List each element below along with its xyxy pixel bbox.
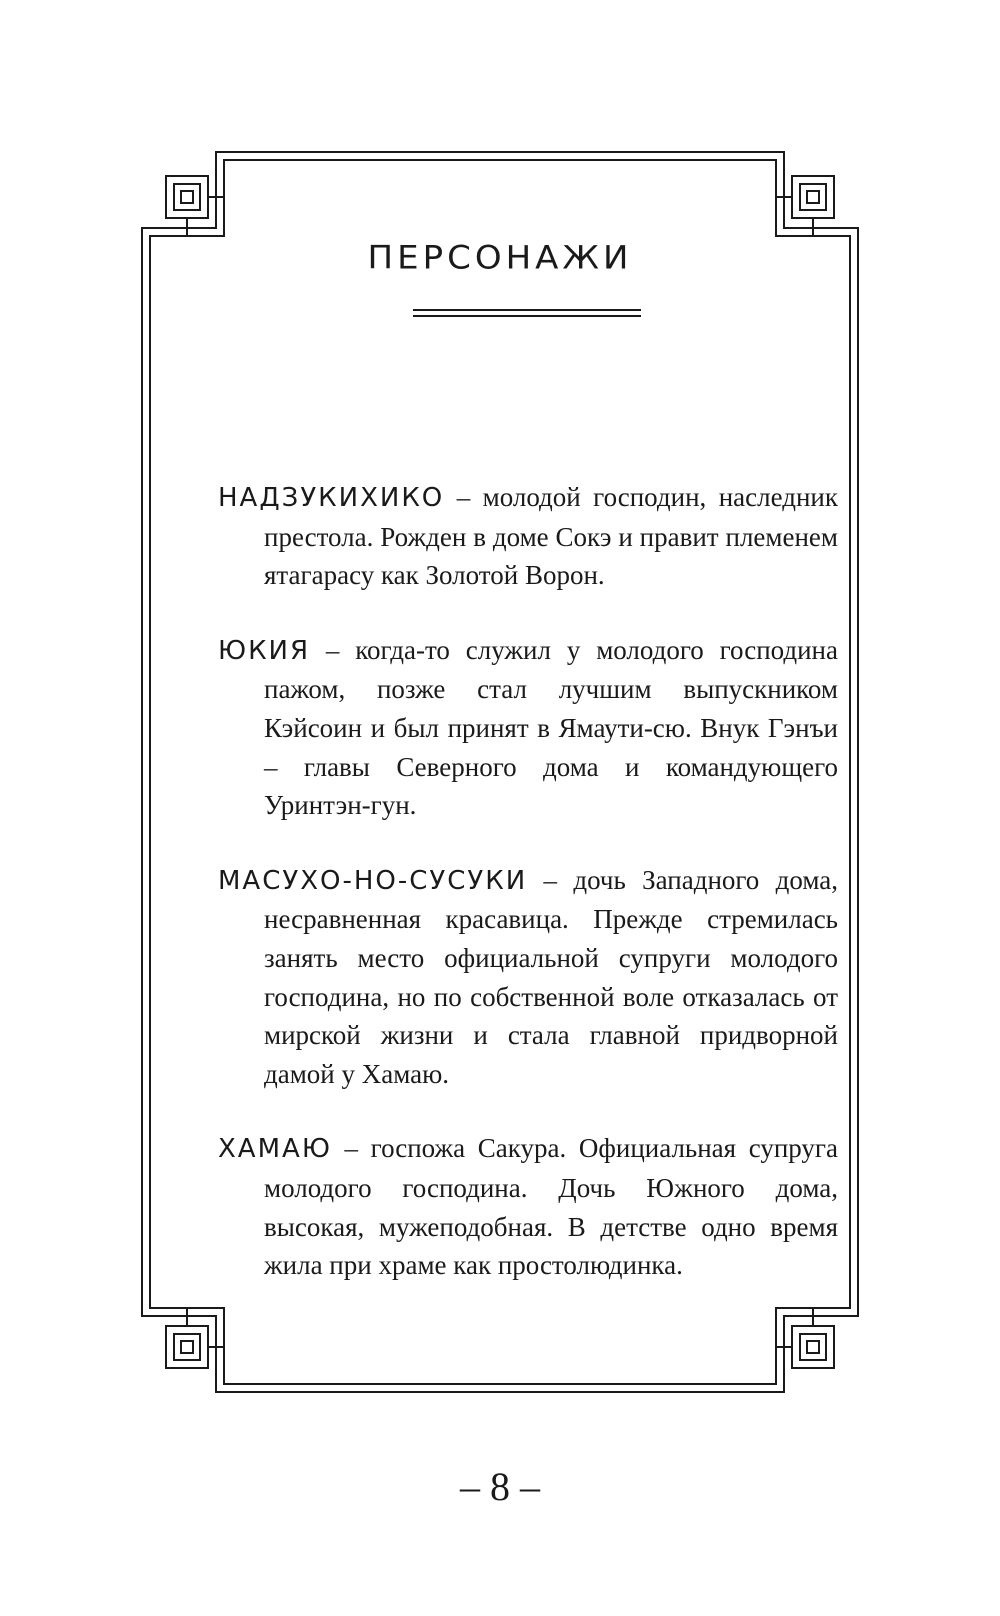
character-description: – госпожа Сакура. Официальная супруга молодого господина. Дочь Южного дома, высокая, мужеподобная. В детстве одно время жила при храме как простолюдинка. [264, 1133, 838, 1281]
title-underline [413, 309, 641, 319]
character-entry-masuho-no-susuki [218, 861, 838, 1094]
character-name: МАСУХО-НО-СУСУКИ [218, 865, 528, 896]
character-entry-yukiya [218, 631, 838, 825]
character-name: ХАМАЮ [218, 1134, 332, 1165]
character-name: ЮКИЯ [218, 635, 311, 666]
character-entry-nadzukihiko [218, 478, 838, 595]
character-description: – когда-то служил у молодого господина пажом, позже стал лучшим выпускником Кэйсоин и был принят в Ямаути-сю. Внук Гэнъи – главы Северного дома и командующего Уринтэн-гун. [264, 634, 838, 821]
page-title: ПЕРСОНАЖИ [367, 239, 633, 277]
page-number: – 8 – [460, 1464, 540, 1509]
character-description: – молодой господин, наследник престола. Рожден в доме Сокэ и правит племенем ятагарасу как Золотой Ворон. [264, 482, 838, 591]
character-description: – дочь Западного дома, несравненная красавица. Прежде стремилась занять место официальной супруги молодого господина, но по собственной воле отказалась от мирской жизни и стала главной придворной дамой у Хамаю. [264, 864, 838, 1089]
character-entry-hamayu [218, 1129, 838, 1284]
character-name: НАДЗУКИХИКО [218, 483, 445, 513]
character-list [218, 478, 838, 1321]
